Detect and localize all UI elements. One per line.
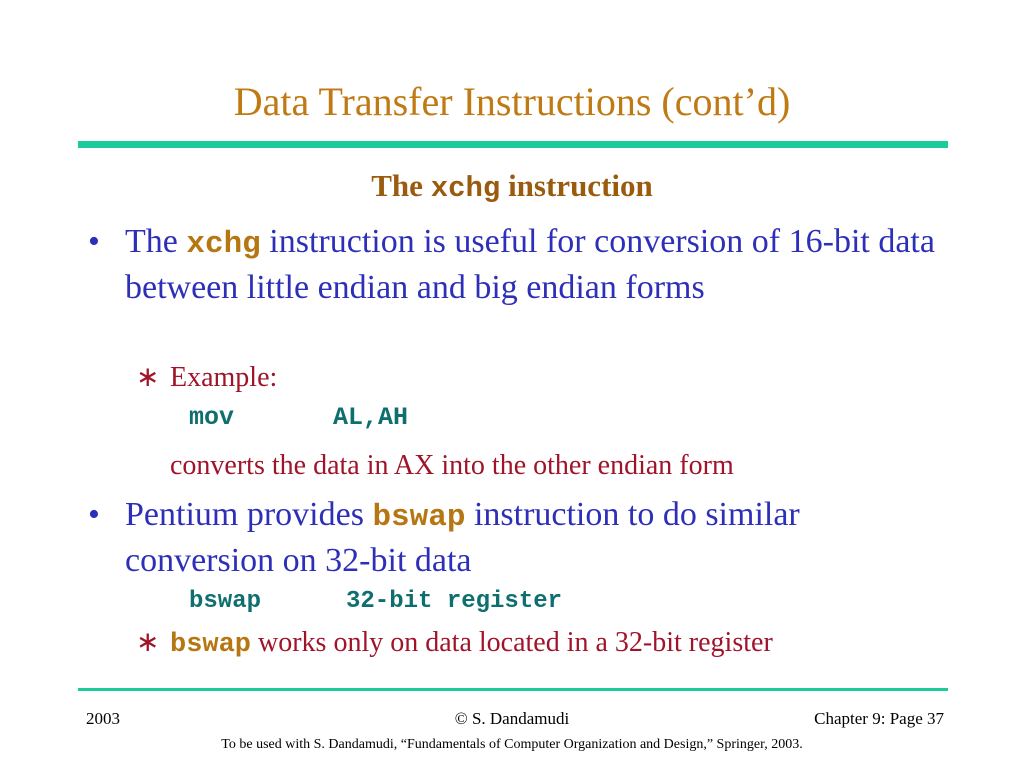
example-label: Example: xyxy=(170,362,278,393)
bullet-xchg xyxy=(88,220,948,309)
bswap-code-line xyxy=(189,588,562,615)
subtitle-prefix: The xyxy=(371,168,431,203)
footer-divider xyxy=(78,688,948,691)
example-code-op: mov xyxy=(189,403,235,432)
slide-subtitle xyxy=(0,168,1024,205)
footer-page: Chapter 9: Page 37 xyxy=(814,709,944,728)
subtitle-code: xchg xyxy=(430,172,501,205)
bullet-xchg-suffix: instruction is useful for conversion of 16-bit data between little endian and big endian forms xyxy=(125,223,935,306)
example-item xyxy=(136,360,277,394)
example-code-line xyxy=(189,403,408,432)
slide-title: Data Transfer Instructions (cont’d) xyxy=(233,79,791,124)
footer-year: 2003 xyxy=(86,709,120,728)
bswap-note-text: works only on data located in a 32-bit register xyxy=(251,627,773,658)
bullet-bswap-prefix: Pentium provides xyxy=(125,496,373,533)
example-note: converts the data in AX into the other endian form xyxy=(170,450,734,481)
bullet-xchg-text xyxy=(125,220,948,309)
bswap-code-args: 32-bit register xyxy=(346,588,563,615)
sub-bullet-star-icon: ∗ xyxy=(136,362,160,393)
bullet-xchg-prefix: The xyxy=(125,223,187,260)
bswap-code-op: bswap xyxy=(189,588,262,615)
bullet-dot-icon: • xyxy=(88,496,100,533)
footer-citation: To be used with S. Dandamudi, “Fundamentals of Computer Organization and Design,” Springer, 2003. xyxy=(221,737,803,752)
bullet-dot-icon: • xyxy=(88,223,100,260)
subtitle-suffix: instruction xyxy=(500,168,653,203)
bullet-bswap-suffix: instruction to do similar conversion on 32-bit data xyxy=(125,496,800,579)
footer-author: © S. Dandamudi xyxy=(454,709,570,728)
bswap-note-code: bswap xyxy=(170,630,252,660)
bullet-bswap-text xyxy=(125,493,948,582)
bullet-bswap-code: bswap xyxy=(372,500,466,535)
sub-bullet-star-icon: ∗ xyxy=(136,627,160,658)
example-code-args: AL,AH xyxy=(333,403,409,432)
bullet-xchg-code: xchg xyxy=(186,227,261,262)
title-divider xyxy=(78,141,948,148)
bullet-bswap xyxy=(88,493,948,582)
bswap-note-item xyxy=(136,625,773,660)
